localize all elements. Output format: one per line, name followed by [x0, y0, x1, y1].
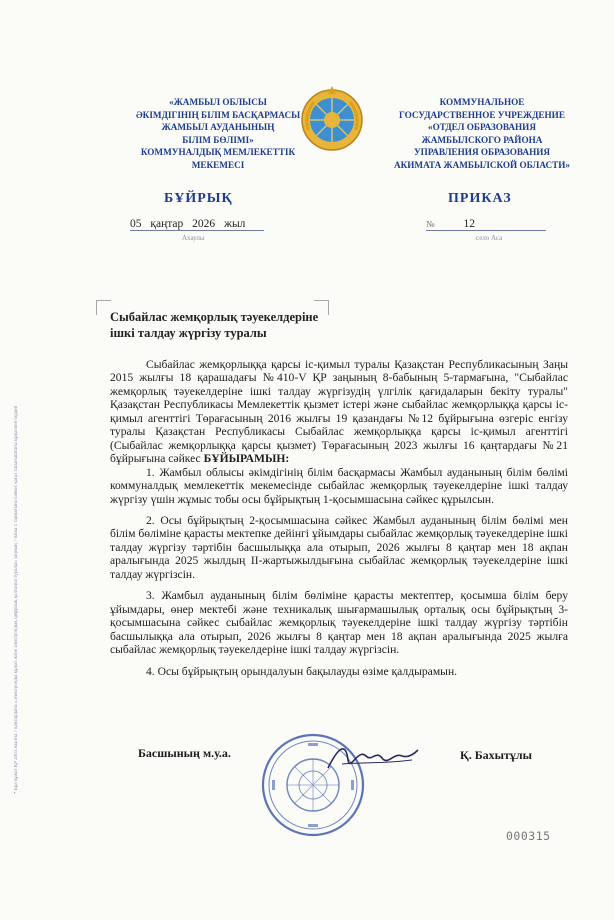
number-value: 12 [463, 218, 475, 230]
doc-type-kazakh: БҰЙРЫҚ [164, 191, 233, 206]
number-sign: № [426, 219, 435, 229]
doc-type-russian: ПРИКАЗ [448, 191, 512, 206]
order-date [130, 218, 264, 231]
serial-number: 000315 [506, 829, 551, 843]
order-number [426, 218, 546, 231]
order-subject: Сыбайлас жемқорлық тәуекелдеріне ішкі талдау жүргізу туралы [110, 310, 319, 340]
kazakhstan-state-emblem-icon [300, 84, 364, 152]
margin-legal-note: * Бұл құжат ҚР 2003 жылғы 7 қаңтардағы «Электронды құжат және электрондық цифрлық қолтаңба туралы» заңның 7 бабы 1 тармағына сәйкес қағаз тасығыштағы құжатпен бірдей [14, 405, 19, 794]
org-name-russian: КОММУНАЛЬНОЕ ГОСУДАРСТВЕННОЕ УЧРЕЖДЕНИЕ «ОТДЕЛ ОБРАЗОВАНИЯ ЖАМБЫЛСКОГО РАЙОНА УПРАВЛЕНИЯ ОБРАЗОВАНИЯ АКИМАТА ЖАМБЫЛСКОЙ ОБЛАСТИ» [393, 97, 571, 170]
signatory-name: Қ. Бахытұлы [460, 748, 532, 762]
date-day: 05 [130, 218, 142, 230]
place-caption-kazakh: Ахаулы [182, 234, 205, 242]
subject-corner-mark-left [96, 300, 111, 315]
date-suffix: жыл [224, 218, 246, 230]
order-item-3: 3. Жамбыл ауданының білім бөліміне қарасты мектептер, қосымша білім беру ұйымдары, өнер мектебі және техникалық шығармашылық орталық осы бұйрықтың 3-қосымшасына сәйкес сыбайлас жемқорлық тәуекелдеріне ішкі талдау жүргізу тәртібін басшылыққа ала отырып, 2026 жылғы 8 қаңтар мен 18 ақпан аралығында 2025 жылға сыбайлас жемқорлық тәуекелдеріне ішкі талдау жүргізсін. [110, 589, 568, 657]
order-body [110, 358, 568, 678]
order-item-1: 1. Жамбыл облысы әкімдігінің білім басқармасы Жамбыл ауданының білім бөлімі коммуналдық мемлекеттік мекемесінде сыбайлас жемқорлық тәуекелдеріне ішкі талдау жүргізу үшін жұмыс тобы осы бұйрықтың 1-қосымшасына сәйкес құрылсын. [110, 465, 568, 506]
date-month: қаңтар [150, 218, 184, 230]
order-item-2: 2. Осы бұйрықтың 2-қосымшасына сәйкес Жамбыл ауданының білім бөлімі мен білім бөліміне қарасты мектепке дейінгі ұйымдары сыбайлас жемқорлық тәуекелдеріне ішкі талдау жүргізу тәртібін басшылыққа ала отырып, 2026 жылғы 8 қаңтар мен 18 ақпан аралығында 2025 жылдың ІІ-жартыжылдығына сыбайлас жемқорлық тәуекелдеріне ішкі талдау жүргізсін. [110, 513, 568, 581]
handwritten-signature-icon [322, 738, 422, 778]
order-item-4: 4. Осы бұйрықтың орындалуын бақылауды өзіме қалдырамын. [146, 664, 458, 678]
signatory-position: Басшының м.у.а. [138, 746, 231, 760]
place-caption-russian: село Аса [476, 234, 503, 242]
order-word: БҰЙЫРАМЫН: [203, 452, 290, 466]
org-name-kazakh: «ЖАМБЫЛ ОБЛЫСЫ ӘКІМДІГІНІҢ БІЛІМ БАСҚАРМАСЫ ЖАМБЫЛ АУДАНЫНЫҢ БІЛІМ БӨЛІМІ» КОММУНАЛДЫҚ МЕМЛЕКЕТТІК МЕКЕМЕСІ [135, 97, 301, 170]
date-year: 2026 [192, 218, 216, 230]
preamble-paragraph: Сыбайлас жемқорлыққа қарсы іс-қимыл туралы Қазақстан Республикасының Заңы 2015 жылғы 18 қарашадағы №410-V ҚР заңының 8-бабының 5-тармағына, "Сыбайлас жемқорлық тәуекелдеріне ішкі талдау жүргізудің үлгілік қағидаларын бекіту туралы" Қазақстан Республикасы Мемлекеттік қызмет істері және сыбайлас жемқорлыққа қарсы іс-қимыл агенттігі Төрағасының 2016 жылғы 19 қазандағы №12 бұйрығына өзгеріс енгізу туралы Қазақстан Республикасы Сыбайлас жемқорлыққа қарсы іс-қимыл агенттігі (Сыбайлас жемқорлыққа қарсы қызмет) Төрағасының 2023 жылғы 16 қаңтардағы №21 бұйрығына сәйкес БҰЙЫРАМЫН: [110, 358, 568, 466]
